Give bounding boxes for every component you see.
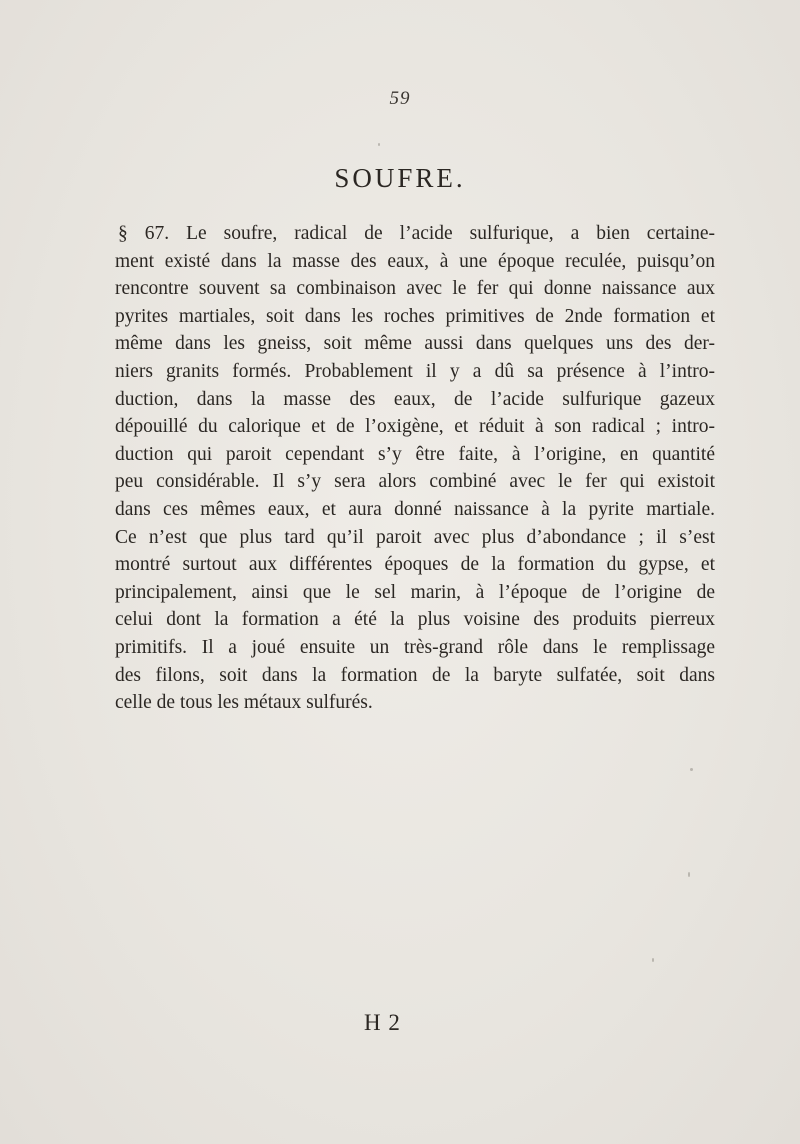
text-line: montré surtout aux différentes époques de la formation du gypse, et xyxy=(115,554,715,576)
text-line: § 67. Le soufre, radical de l’acide sulfurique, a bien certaine- xyxy=(118,223,715,244)
paper-speck xyxy=(690,768,693,771)
text-line: primitifs. Il a joué ensuite un très-grand rôle dans le remplissage xyxy=(115,636,715,658)
text-line: celle de tous les métaux sulfurés. xyxy=(115,692,373,714)
text-line: ment existé dans la masse des eaux, à une époque reculée, puisqu’on xyxy=(115,250,715,272)
text-line: Ce n’est que plus tard qu’il paroit avec plus d’abondance ; il s’est xyxy=(115,526,715,548)
text-line: rencontre souvent sa combinaison avec le fer qui donne naissance aux xyxy=(115,278,715,300)
paper-speck xyxy=(688,872,690,877)
section-title: SOUFRE. xyxy=(334,163,466,193)
text-line: dans ces mêmes eaux, et aura donné naissance à la pyrite martiale. xyxy=(115,498,715,520)
paper-speck xyxy=(378,143,380,146)
paper-speck xyxy=(652,958,654,962)
text-line: des filons, soit dans la formation de la baryte sulfatée, soit dans xyxy=(115,664,715,686)
text-line: dépouillé du calorique et de l’oxigène, et réduit à son radical ; intro- xyxy=(115,416,715,438)
text-line: duction qui paroit cependant s’y être faite, à l’origine, en quantité xyxy=(115,443,715,465)
text-line: peu considérable. Il s’y sera alors combiné avec le fer qui existoit xyxy=(115,471,715,493)
text-line: même dans les gneiss, soit même aussi dans quelques uns des der- xyxy=(115,333,715,355)
text-line: pyrites martiales, soit dans les roches primitives de 2nde formation et xyxy=(115,305,715,327)
text-line: niers granits formés. Probablement il y a dû sa présence à l’intro- xyxy=(115,360,715,382)
page-number: 59 xyxy=(389,88,411,109)
text-line: principalement, ainsi que le sel marin, à l’époque de l’origine de xyxy=(115,581,715,603)
body-paragraph xyxy=(115,220,715,717)
signature-mark: H 2 xyxy=(364,1010,401,1035)
text-line: celui dont la formation a été la plus voisine des produits pierreux xyxy=(115,609,715,631)
text-line: duction, dans la masse des eaux, de l’acide sulfurique gazeux xyxy=(115,388,715,410)
